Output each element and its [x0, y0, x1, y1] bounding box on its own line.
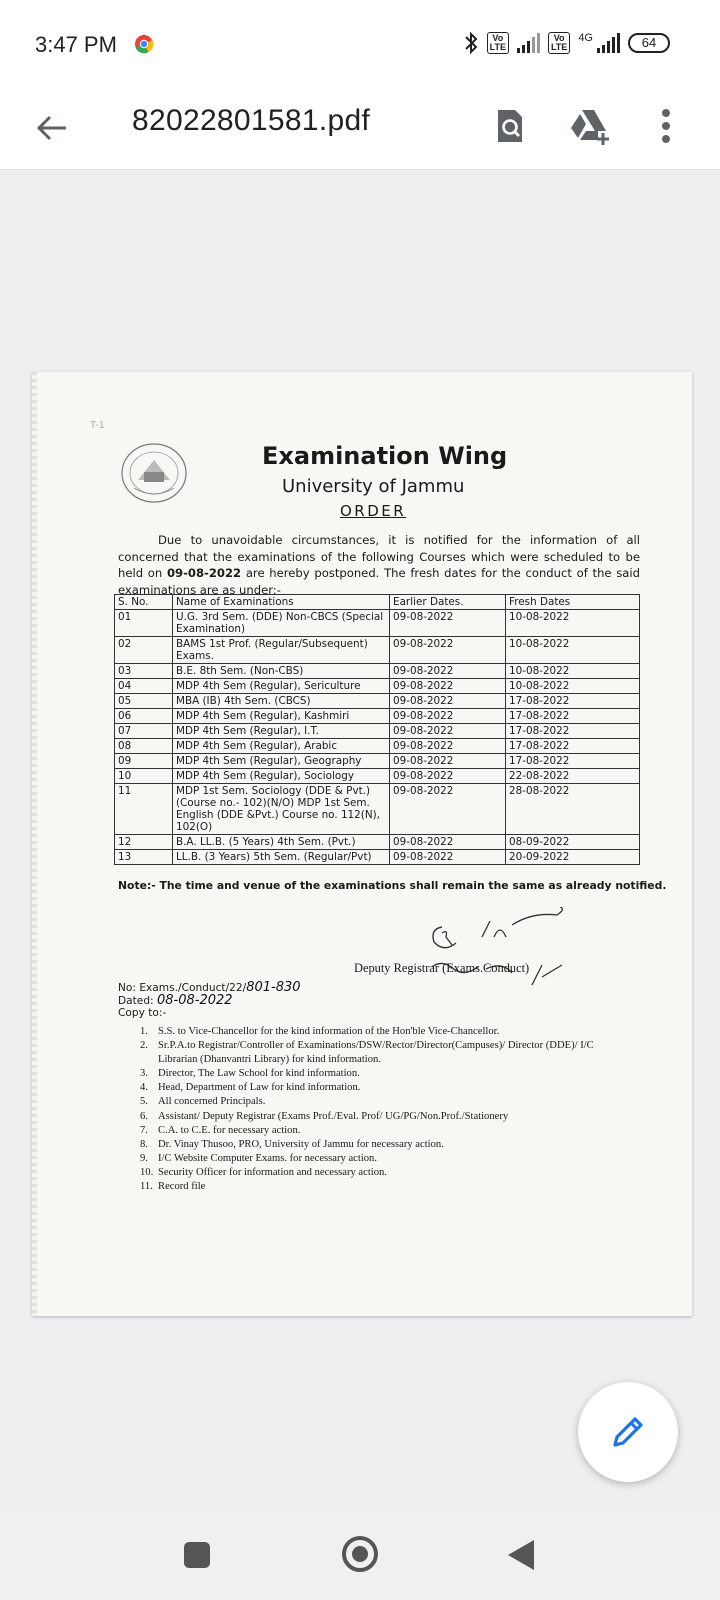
list-item-number: 3. — [140, 1068, 148, 1080]
cell-exam-name: LL.B. (3 Years) 5th Sem. (Regular/Pvt) — [173, 850, 390, 865]
list-item — [140, 1039, 620, 1067]
status-icons — [463, 28, 670, 58]
list-item-number: 6. — [140, 1110, 148, 1122]
cell-earlier-date: 09-08-2022 — [390, 850, 506, 865]
doc-order-heading: ORDER — [340, 502, 407, 520]
intro-part2: are hereby postponed. The fresh dates for the conduct of the said examinations are as under:- — [118, 566, 640, 597]
cell-earlier-date: 09-08-2022 — [390, 637, 506, 664]
dated — [118, 992, 301, 1008]
cell-sno: 06 — [115, 709, 173, 724]
cell-sno: 04 — [115, 679, 173, 694]
home-button[interactable] — [342, 1536, 378, 1572]
volte-2-icon: Vo LTE — [548, 32, 570, 54]
col-earlier: Earlier Dates. — [390, 595, 506, 610]
cell-exam-name: MDP 4th Sem (Regular), Sericulture — [173, 679, 390, 694]
cell-fresh-date: 17-08-2022 — [506, 724, 640, 739]
list-item-number: 4. — [140, 1082, 148, 1094]
list-item-text: C.A. to C.E. for necessary action. — [158, 1124, 301, 1136]
pdf-page[interactable] — [32, 372, 692, 1316]
more-vert-icon — [661, 107, 671, 145]
cell-sno: 12 — [115, 835, 173, 850]
nav-back-button[interactable] — [508, 1540, 534, 1570]
cell-exam-name: B.E. 8th Sem. (Non-CBS) — [173, 664, 390, 679]
chrome-icon — [134, 34, 154, 54]
copy-list — [140, 1025, 620, 1194]
list-item — [140, 1124, 620, 1138]
cell-exam-name: MDP 4th Sem (Regular), I.T. — [173, 724, 390, 739]
cell-fresh-date: 20-09-2022 — [506, 850, 640, 865]
list-item-text: Director, The Law School for kind information. — [158, 1068, 360, 1080]
signatory-title: Deputy Registrar (Exams.Conduct) — [354, 961, 530, 975]
cell-sno: 02 — [115, 637, 173, 664]
table-row — [115, 769, 640, 784]
list-item-number: 8. — [140, 1138, 148, 1150]
cell-fresh-date: 17-08-2022 — [506, 739, 640, 754]
dated-label: Dated: — [118, 994, 154, 1007]
cell-earlier-date: 09-08-2022 — [390, 724, 506, 739]
cell-exam-name: MDP 4th Sem (Regular), Kashmiri — [173, 709, 390, 724]
doc-title: Examination Wing — [262, 442, 508, 470]
doc-intro — [118, 532, 640, 598]
cell-exam-name: MDP 1st Sem. Sociology (DDE & Pvt.) (Course no.- 102)(N/O) MDP 1st Sem. English (DDE &Pvt.) Course no. 112(N), 102(O) — [173, 784, 390, 835]
cell-earlier-date: 09-08-2022 — [390, 679, 506, 694]
cell-earlier-date: 09-08-2022 — [390, 709, 506, 724]
table-row — [115, 850, 640, 865]
file-title: 82022801581.pdf — [132, 104, 371, 137]
list-item-text: Sr.P.A.to Registrar/Controller of Examinations/DSW/Rector/Director(Campuses)/ Director (DDE)/ I/C Librarian (Dhanvantri Library) for kind information. — [158, 1040, 594, 1066]
university-seal-logo — [120, 442, 188, 504]
intro-date: 09-08-2022 — [166, 566, 242, 580]
doc-subtitle: University of Jammu — [282, 476, 465, 497]
cell-sno: 05 — [115, 694, 173, 709]
cell-exam-name: MBA (IB) 4th Sem. (CBCS) — [173, 694, 390, 709]
cell-fresh-date: 10-08-2022 — [506, 679, 640, 694]
table-row — [115, 754, 640, 769]
exam-table-body — [115, 610, 640, 865]
list-item-number: 7. — [140, 1124, 148, 1136]
table-row — [115, 835, 640, 850]
cell-fresh-date: 22-08-2022 — [506, 769, 640, 784]
cell-earlier-date: 09-08-2022 — [390, 664, 506, 679]
add-to-drive-button[interactable] — [566, 100, 614, 152]
cell-earlier-date: 09-08-2022 — [390, 784, 506, 835]
table-header-row — [115, 595, 640, 610]
col-sno: S. No. — [115, 595, 173, 610]
dated-value: 08-08-2022 — [157, 992, 233, 1008]
cell-earlier-date: 09-08-2022 — [390, 754, 506, 769]
signal-2-icon — [597, 33, 620, 53]
cell-fresh-date: 28-08-2022 — [506, 784, 640, 835]
list-item-number: 1. — [140, 1026, 148, 1037]
doc-note: Note:- The time and venue of the examinations shall remain the same as already notified. — [118, 879, 667, 892]
paper-edge — [32, 372, 37, 1316]
ref-no-label: No: Exams./Conduct/22/ — [118, 982, 247, 994]
edit-pencil-icon — [611, 1415, 645, 1449]
cell-sno: 11 — [115, 784, 173, 835]
cell-fresh-date: 10-08-2022 — [506, 637, 640, 664]
volte-icon: Vo LTE — [487, 32, 509, 54]
drive-add-icon — [568, 107, 612, 145]
list-item-number: 9. — [140, 1152, 148, 1164]
cell-earlier-date: 09-08-2022 — [390, 694, 506, 709]
list-item-text: All concerned Principals. — [158, 1096, 266, 1108]
cell-exam-name: BAMS 1st Prof. (Regular/Subsequent) Exams. — [173, 637, 390, 664]
cell-fresh-date: 17-08-2022 — [506, 709, 640, 724]
search-document-icon — [495, 108, 525, 144]
battery-icon: 64 — [628, 33, 670, 53]
handwritten-signature — [382, 907, 582, 997]
system-nav-bar — [0, 1510, 720, 1600]
cell-exam-name: MDP 4th Sem (Regular), Geography — [173, 754, 390, 769]
list-item-text: Head, Department of Law for kind information. — [158, 1082, 361, 1094]
copy-to-label: Copy to:- — [118, 1007, 167, 1019]
table-row — [115, 637, 640, 664]
cell-exam-name: MDP 4th Sem (Regular), Sociology — [173, 769, 390, 784]
cell-fresh-date: 17-08-2022 — [506, 754, 640, 769]
recents-button[interactable] — [184, 1542, 210, 1568]
edit-fab-button[interactable] — [578, 1382, 678, 1482]
cell-sno: 08 — [115, 739, 173, 754]
cell-exam-name: B.A. LL.B. (5 Years) 4th Sem. (Pvt.) — [173, 835, 390, 850]
table-row — [115, 784, 640, 835]
back-arrow-icon — [36, 115, 68, 141]
cell-fresh-date: 10-08-2022 — [506, 664, 640, 679]
cell-sno: 01 — [115, 610, 173, 637]
cell-exam-name: MDP 4th Sem (Regular), Arabic — [173, 739, 390, 754]
cell-sno: 09 — [115, 754, 173, 769]
cell-sno: 07 — [115, 724, 173, 739]
list-item — [140, 1152, 620, 1166]
list-item — [140, 1110, 620, 1124]
cell-earlier-date: 09-08-2022 — [390, 769, 506, 784]
list-item-number: 11. — [140, 1181, 153, 1193]
list-item-text: I/C Website Computer Exams. for necessary action. — [158, 1152, 378, 1164]
table-row — [115, 664, 640, 679]
list-item-text: Security Officer for information and necessary action. — [158, 1166, 387, 1178]
cell-earlier-date: 09-08-2022 — [390, 610, 506, 637]
intro-part1: Due to unavoidable circumstances, it is notified for the information of all concerned that the examinations of the following Courses which were scheduled to be held on — [118, 533, 640, 580]
cell-sno: 10 — [115, 769, 173, 784]
ref-no-value: 801-830 — [246, 980, 301, 995]
cell-sno: 13 — [115, 850, 173, 865]
cell-fresh-date: 08-09-2022 — [506, 835, 640, 850]
network-type: 4G — [578, 32, 593, 44]
search-in-document-button[interactable] — [486, 100, 534, 152]
cell-sno: 03 — [115, 664, 173, 679]
cell-earlier-date: 09-08-2022 — [390, 739, 506, 754]
list-item — [140, 1095, 620, 1109]
cell-fresh-date: 17-08-2022 — [506, 694, 640, 709]
col-fresh: Fresh Dates — [506, 595, 640, 610]
list-item-text: S.S. to Vice-Chancellor for the kind information of the Hon'ble Vice-Chancellor. — [158, 1026, 500, 1037]
status-time: 3:47 PM — [35, 32, 117, 57]
list-item-text: Record file — [158, 1181, 206, 1193]
table-row — [115, 724, 640, 739]
table-row — [115, 679, 640, 694]
list-item-number: 5. — [140, 1096, 148, 1108]
table-row — [115, 694, 640, 709]
list-item — [140, 1166, 620, 1180]
table-row — [115, 610, 640, 637]
signal-1-icon — [517, 33, 540, 53]
cell-earlier-date: 09-08-2022 — [390, 835, 506, 850]
list-item-number: 2. — [140, 1040, 148, 1052]
reference-block — [118, 982, 301, 1020]
app-bar — [0, 90, 720, 170]
list-item — [140, 1067, 620, 1081]
corner-mark: T-1 — [90, 420, 105, 431]
list-item-text: Assistant/ Deputy Registrar (Exams Prof./Eval. Prof/ UG/PG/Non.Prof./Stationery — [158, 1110, 509, 1122]
col-name: Name of Examinations — [173, 595, 390, 610]
list-item-number: 10. — [140, 1166, 154, 1178]
bluetooth-icon — [463, 30, 479, 56]
status-bar — [0, 0, 720, 90]
list-item — [140, 1180, 620, 1194]
list-item — [140, 1081, 620, 1095]
cell-fresh-date: 10-08-2022 — [506, 610, 640, 637]
exam-table — [114, 594, 640, 865]
more-options-button[interactable] — [642, 100, 690, 152]
back-button[interactable] — [30, 106, 74, 150]
table-row — [115, 709, 640, 724]
cell-exam-name: U.G. 3rd Sem. (DDE) Non-CBCS (Special Examination) — [173, 610, 390, 637]
table-row — [115, 739, 640, 754]
list-item — [140, 1025, 620, 1039]
list-item — [140, 1138, 620, 1152]
list-item-text: Dr. Vinay Thusoo, PRO, University of Jammu for necessary action. — [158, 1138, 444, 1150]
